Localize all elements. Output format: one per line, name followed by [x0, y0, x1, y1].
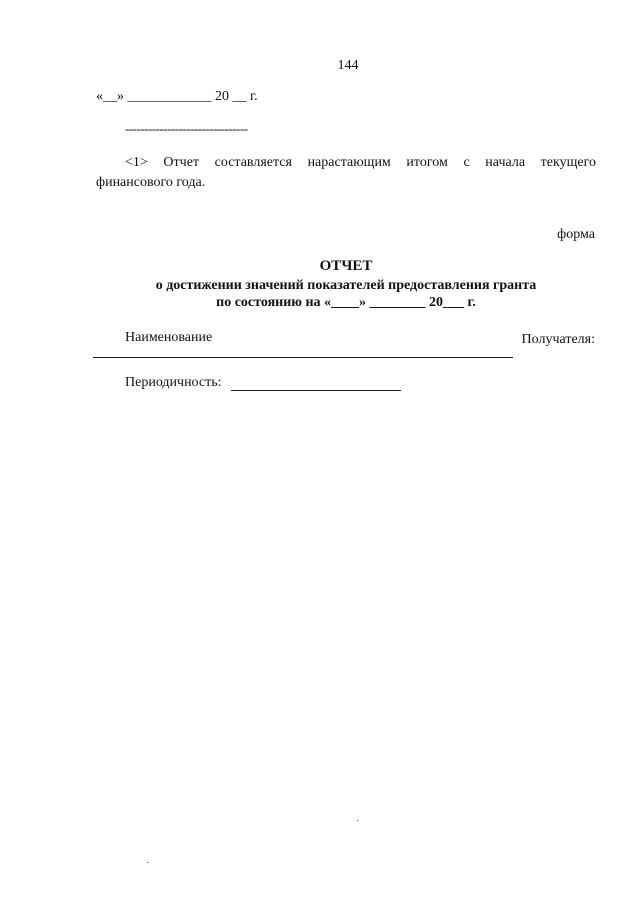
report-subtitle-line-1: о достижении значений показателей предоставления гранта [155, 278, 537, 293]
form-label: форма [557, 227, 595, 242]
recipient-label: Получателя: [521, 332, 595, 347]
scan-speck [357, 820, 358, 821]
name-field-underline [93, 357, 513, 358]
date-line: «__» ____________ 20 __ г. [96, 89, 258, 104]
scan-speck [147, 862, 148, 863]
footnote-line-1: <1> Отчет составляется нарастающим итогом с начала текущего [125, 155, 596, 170]
periodicity-label: Периодичность: [125, 375, 222, 390]
page-number: 144 [337, 58, 359, 73]
periodicity-field-underline [231, 390, 401, 391]
report-title: ОТЧЕТ [319, 258, 373, 274]
report-subtitle-line-2: по состоянию на «____» ________ 20___ г. [216, 295, 476, 310]
footnote-line-2: финансового года. [96, 175, 206, 190]
name-label: Наименование [125, 330, 213, 345]
footnote-separator: -------------------------------- [125, 121, 248, 136]
report-title-block [96, 258, 596, 311]
footnote [96, 153, 596, 193]
